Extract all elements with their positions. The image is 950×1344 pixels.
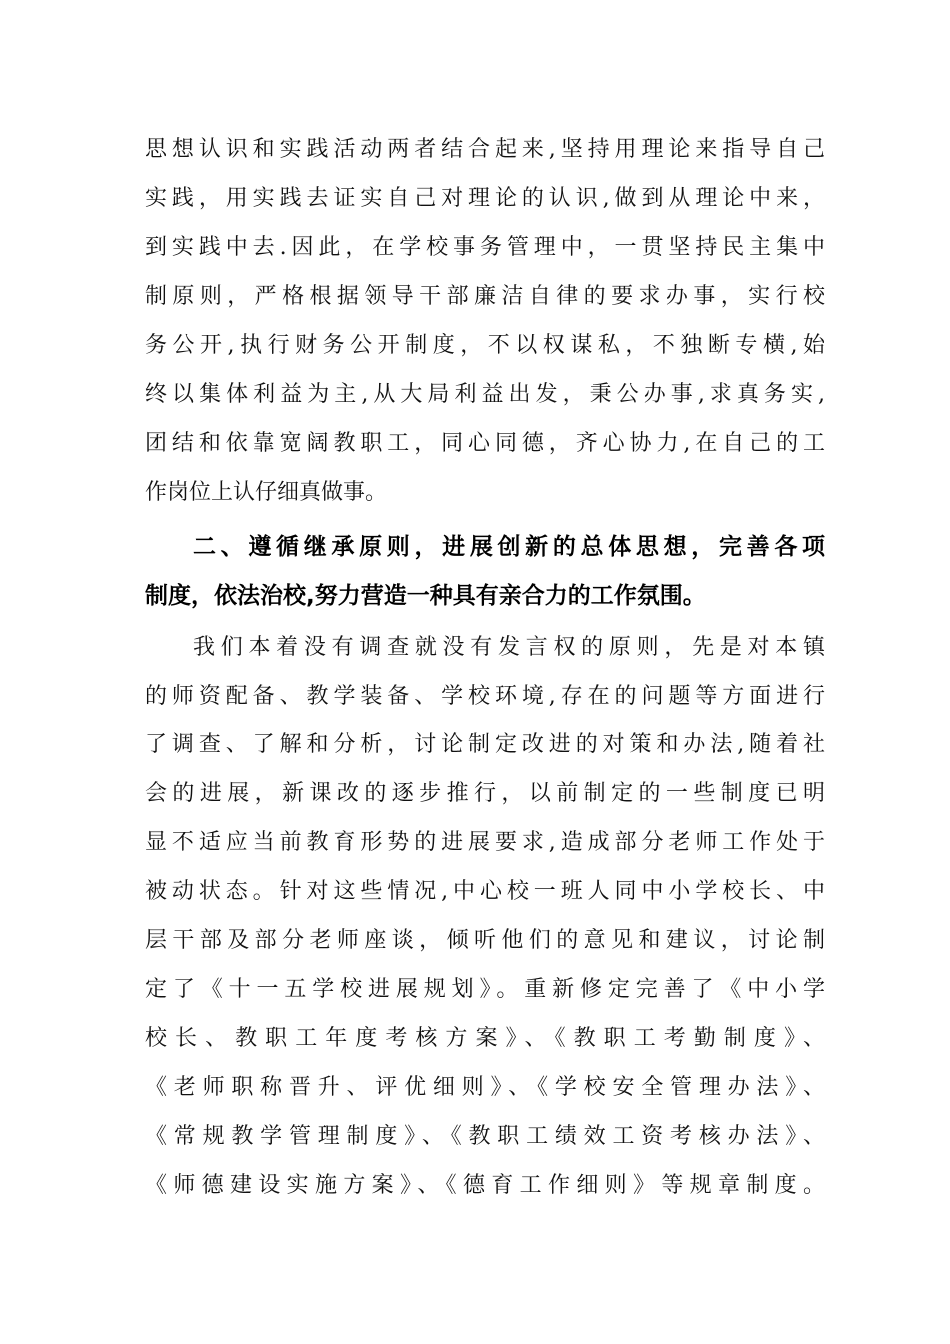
body-text-line: 定了《十一五学校进展规划》。重新修定完善了《中小学 [145, 977, 825, 1002]
body-text-line: 实践，用实践去证实自己对理论的认识,做到从理论中来， [145, 186, 825, 211]
body-text-line: 被动状态。针对这些情况,中心校一班人同中小学校长、中 [145, 879, 825, 904]
body-text-line: 《老师职称晋升、评优细则》、《学校安全管理办法》、 [145, 1075, 825, 1100]
body-text-line: 校长、教职工年度考核方案》、《教职工考勤制度》、 [145, 1026, 825, 1051]
body-text-line: 的师资配备、教学装备、学校环境,存在的问题等方面进行 [145, 684, 825, 709]
section-heading-line: 二、遵循继承原则，进展创新的总体思想，完善各项 [193, 534, 825, 560]
body-text-line: 显不适应当前教育形势的进展要求,造成部分老师工作处于 [145, 830, 825, 855]
body-text-line: 《常规教学管理制度》、《教职工绩效工资考核办法》、 [145, 1124, 825, 1149]
body-text-line: 层干部及部分老师座谈，倾听他们的意见和建议，讨论制 [145, 928, 825, 953]
body-text-line: 到实践中去.因此，在学校事务管理中，一贯坚持民主集中 [145, 235, 825, 260]
body-text-line: 作岗位上认仔细真做事。 [145, 480, 388, 505]
section-heading-line: 制度，依法治校,努力营造一种具有亲合力的工作氛围。 [145, 583, 706, 609]
body-text-line: 制原则，严格根据领导干部廉洁自律的要求办事，实行校 [145, 284, 825, 309]
body-text-line: 我们本着没有调查就没有发言权的原则，先是对本镇 [193, 635, 825, 660]
body-text-line: 《师德建设实施方案》、《德育工作细则》等规章制度。 [145, 1173, 825, 1198]
body-text-line: 会的进展，新课改的逐步推行，以前制定的一些制度已明 [145, 781, 825, 806]
body-text-line: 务公开,执行财务公开制度，不以权谋私，不独断专横,始 [145, 333, 825, 358]
body-text-line: 了调查、了解和分析，讨论制定改进的对策和办法,随着社 [145, 732, 825, 757]
body-text-line: 团结和依靠宽阔教职工，同心同德，齐心协力,在自己的工 [145, 431, 825, 456]
body-text-line: 终以集体利益为主,从大局利益出发，秉公办事,求真务实, [145, 382, 825, 407]
body-text-line: 思想认识和实践活动两者结合起来,坚持用理论来指导自己 [145, 137, 825, 162]
